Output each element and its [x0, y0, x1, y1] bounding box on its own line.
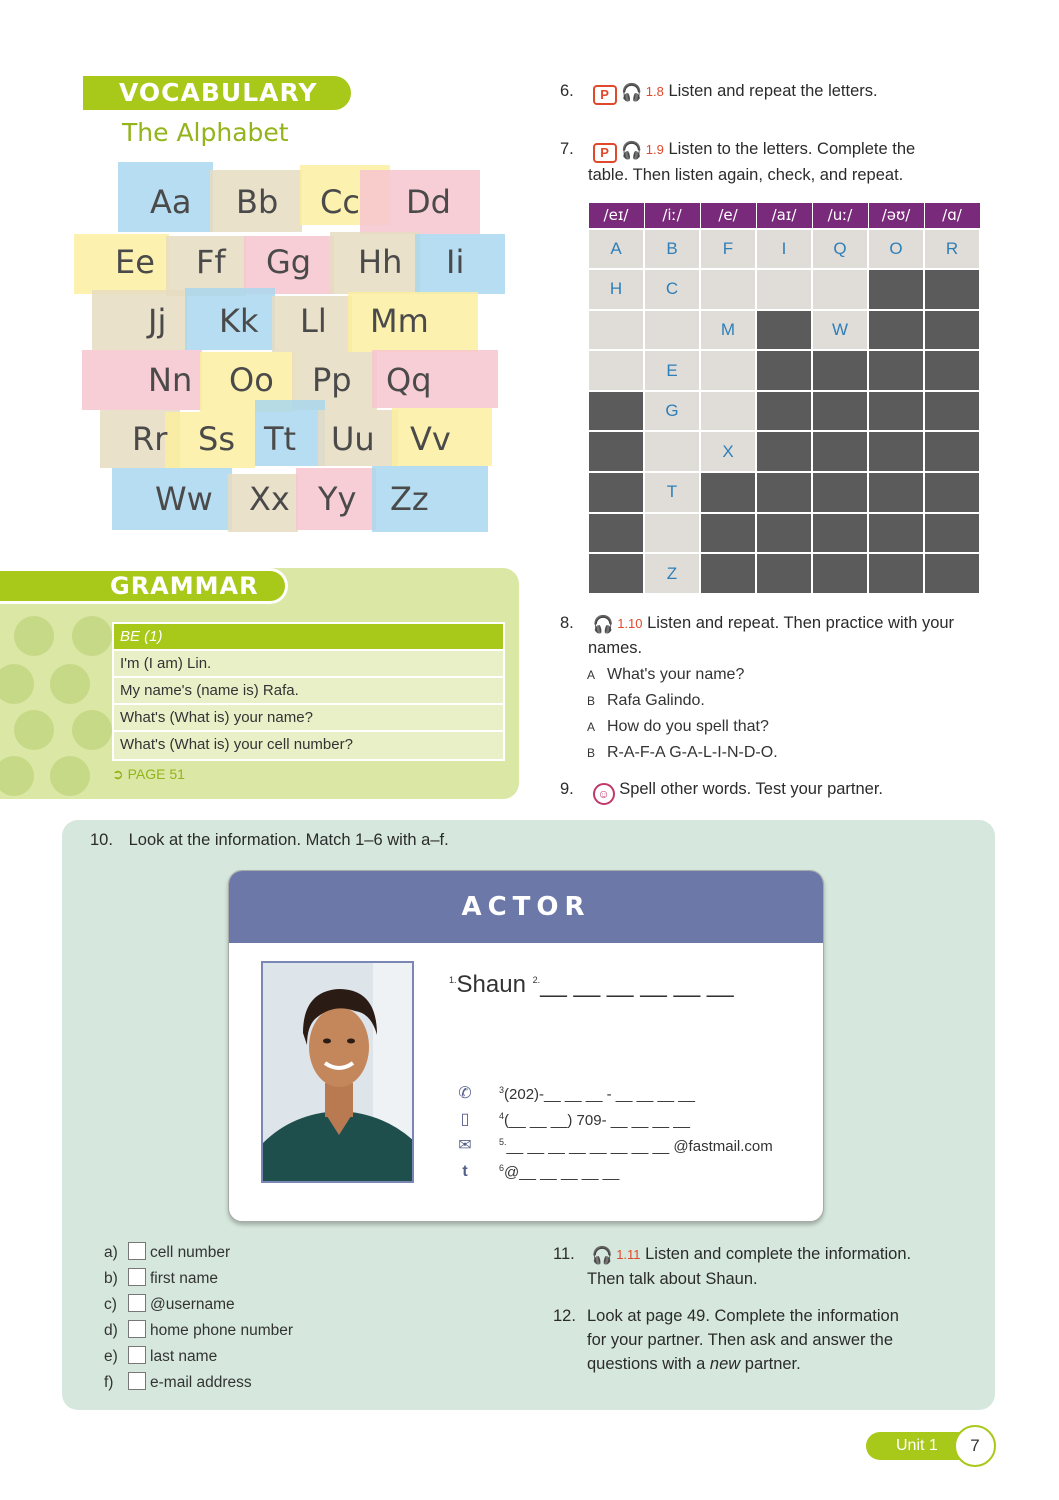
alphabet-letter: Ii — [446, 243, 465, 281]
sound-header: /eɪ/ — [588, 203, 644, 229]
last-name-blank: __ __ __ __ __ __ — [540, 971, 734, 998]
exercise-text: for your partner. Then ask and answer the — [587, 1331, 894, 1349]
grammar-banner: GRAMMAR — [0, 568, 288, 604]
sound-cell[interactable]: X — [700, 431, 756, 472]
phone-icon: ✆ — [458, 1085, 472, 1102]
sound-cell — [868, 269, 924, 310]
table-row — [588, 269, 980, 310]
exercise-11: 11. 🎧 1.11 Listen and complete the information. Then talk about Shaun. — [553, 1245, 912, 1288]
exercise-text: Look at the information. Match 1–6 with a–f. — [128, 831, 449, 849]
answer-checkbox[interactable] — [128, 1320, 146, 1338]
sound-cell — [812, 431, 868, 472]
sound-cell — [868, 513, 924, 554]
sound-cell — [700, 513, 756, 554]
sound-cell[interactable]: A — [588, 229, 644, 270]
sound-cell[interactable] — [812, 269, 868, 310]
sound-cell — [868, 391, 924, 432]
table-row — [588, 350, 980, 391]
option-b: b) first name — [104, 1270, 219, 1287]
headphones-icon[interactable]: 🎧 — [592, 615, 614, 634]
sound-table — [587, 202, 981, 595]
sound-cell — [588, 391, 644, 432]
exercise-text: Then talk about Shaun. — [587, 1270, 758, 1288]
sound-cell — [756, 310, 812, 351]
first-name: Shaun — [456, 971, 526, 998]
sound-cell — [700, 472, 756, 513]
sound-cell — [756, 513, 812, 554]
sound-cell — [868, 350, 924, 391]
sound-cell — [924, 350, 980, 391]
option-f: f) e-mail address — [104, 1374, 252, 1391]
exercise-text: Spell other words. Test your partner. — [619, 780, 884, 798]
arrow-circle-icon: ➲ — [112, 766, 128, 782]
sound-cell[interactable] — [756, 269, 812, 310]
sound-cell[interactable] — [700, 269, 756, 310]
alphabet-letter: Ee — [115, 243, 155, 281]
sound-cell[interactable] — [644, 431, 700, 472]
exercise-text: Listen to the letters. Complete the — [668, 140, 916, 158]
alphabet-letter: Pp — [312, 361, 352, 399]
sound-header: /iː/ — [644, 203, 700, 229]
sound-cell[interactable]: R — [924, 229, 980, 270]
exercise-8: 8. 🎧 1.10 Listen and repeat. Then practice with your names. — [560, 614, 955, 657]
sound-cell — [924, 472, 980, 513]
sound-cell — [812, 513, 868, 554]
exercise-text: Listen and repeat the letters. — [668, 82, 878, 100]
alphabet-letter: Zz — [390, 480, 429, 518]
sound-cell[interactable]: H — [588, 269, 644, 310]
option-e: e) last name — [104, 1348, 218, 1365]
actor-id-card — [228, 870, 824, 1222]
alphabet-letter: Uu — [331, 420, 375, 458]
sound-cell[interactable] — [700, 350, 756, 391]
sound-cell — [868, 431, 924, 472]
dialogue-line: B Rafa Galindo. — [587, 692, 705, 709]
alphabet-letter: Mm — [370, 302, 429, 340]
sound-cell — [868, 310, 924, 351]
alphabet-letter: Aa — [150, 183, 192, 221]
sound-cell[interactable]: G — [644, 391, 700, 432]
exercise-12: 12. Look at page 49. Complete the information for your partner. Then ask and answer the questions with a new partner. — [553, 1307, 899, 1373]
exercise-text: table. Then listen again, check, and repeat. — [588, 166, 904, 184]
sound-cell — [756, 391, 812, 432]
alphabet-letter: Ll — [300, 302, 327, 340]
exercise-10: 10. Look at the information. Match 1–6 with a–f. — [90, 831, 449, 849]
p-speech-icon: P — [593, 85, 617, 105]
alphabet-letter: Bb — [236, 183, 279, 221]
exercise-text: Listen and repeat. Then practice with your — [647, 614, 955, 632]
grammar-row: I'm (I am) Lin. — [114, 651, 503, 678]
unit-label: Unit 1 — [866, 1432, 970, 1460]
sound-cell — [924, 513, 980, 554]
option-a: a) cell number — [104, 1244, 231, 1261]
alphabet-letter: Kk — [219, 302, 259, 340]
sound-cell[interactable] — [588, 310, 644, 351]
track-number: 1.10 — [617, 616, 643, 631]
username-line: $^6$@__ __ __ __ __ — [499, 1163, 620, 1181]
alphabet-letter: Vv — [410, 420, 451, 458]
sound-cell[interactable]: B — [644, 229, 700, 270]
sound-cell[interactable]: F — [700, 229, 756, 270]
sound-cell — [756, 350, 812, 391]
sound-cell[interactable]: C — [644, 269, 700, 310]
sound-cell — [756, 553, 812, 594]
exercise-9: 9. ☺ Spell other words. Test your partner. — [560, 777, 883, 805]
answer-checkbox[interactable] — [128, 1294, 146, 1312]
alphabet-letter: Ff — [196, 243, 226, 281]
sound-cell — [588, 431, 644, 472]
sound-cell — [924, 553, 980, 594]
alphabet-letter: Gg — [266, 243, 312, 281]
headphones-icon[interactable]: 🎧 — [621, 141, 643, 160]
sound-cell — [756, 472, 812, 513]
exercise-7: 7. P 🎧 1.9 Listen to the letters. Complete the table. Then listen again, check, and repeat. — [560, 140, 916, 184]
sound-cell — [924, 269, 980, 310]
cell-phone-line: $^4$(__ __ __) 709- __ __ __ __ — [499, 1111, 690, 1129]
name-line: $^{1.}$Shaun $^{2.}$__ __ __ __ __ __ — [449, 971, 734, 998]
grammar-row: My name's (name is) Rafa. — [114, 678, 503, 705]
sound-cell — [812, 350, 868, 391]
alphabet-letter: Ww — [155, 480, 213, 518]
sound-cell[interactable]: Q — [812, 229, 868, 270]
grammar-page-ref[interactable]: ➲ PAGE 51 — [112, 766, 185, 782]
exercise-text: names. — [588, 639, 643, 657]
sound-header: /uː/ — [812, 203, 868, 229]
grammar-row: What's (What is) your name? — [114, 705, 503, 732]
sound-cell — [868, 553, 924, 594]
grammar-row: What's (What is) your cell number? — [120, 736, 353, 753]
table-row — [588, 513, 980, 554]
alphabet-letter: Rr — [132, 420, 168, 458]
sound-cell[interactable]: O — [868, 229, 924, 270]
sound-cell[interactable]: I — [756, 229, 812, 270]
sound-cell — [588, 472, 644, 513]
dialogue-line: A How do you spell that? — [587, 718, 769, 735]
exercise-text: Listen and complete the information. — [645, 1245, 912, 1263]
track-number: 1.8 — [645, 84, 664, 99]
table-row — [588, 391, 980, 432]
track-number: 1.9 — [645, 142, 664, 157]
headphones-icon[interactable]: 🎧 — [621, 83, 643, 102]
p-speech-icon: P — [593, 143, 617, 163]
sound-cell — [868, 472, 924, 513]
sound-cell[interactable]: E — [644, 350, 700, 391]
sound-cell[interactable]: M — [700, 310, 756, 351]
grammar-table — [112, 622, 505, 761]
track-number: 1.11 — [616, 1247, 641, 1262]
sound-header: /aɪ/ — [756, 203, 812, 229]
sound-cell — [812, 391, 868, 432]
actor-photo — [261, 961, 414, 1183]
sound-cell[interactable] — [700, 391, 756, 432]
grammar-heading: BE (1) — [114, 624, 503, 651]
sound-cell — [924, 310, 980, 351]
sound-cell — [588, 513, 644, 554]
table-row — [588, 229, 980, 270]
alphabet-letter: Yy — [318, 480, 357, 518]
table-row — [588, 553, 980, 594]
speaking-head-icon: ☺ — [593, 783, 615, 805]
sound-cell[interactable]: W — [812, 310, 868, 351]
sound-cell[interactable] — [644, 513, 700, 554]
sound-cell[interactable] — [588, 350, 644, 391]
table-row — [588, 472, 980, 513]
exercise-6: 6. P 🎧 1.8 Listen and repeat the letters. — [560, 79, 878, 105]
alphabet-letter: Qq — [386, 361, 432, 399]
alphabet-letter: Nn — [148, 361, 193, 399]
sound-cell — [812, 472, 868, 513]
alphabet-letter: Oo — [229, 361, 274, 399]
dialogue-line: A What's your name? — [587, 666, 745, 683]
sound-cell — [588, 553, 644, 594]
option-c: c) @username — [104, 1296, 235, 1313]
alphabet-letter: Xx — [249, 480, 290, 518]
option-d: d) home phone number — [104, 1322, 294, 1339]
alphabet-letter: Hh — [358, 243, 403, 281]
sound-cell — [812, 553, 868, 594]
sound-cell — [924, 391, 980, 432]
answer-checkbox[interactable] — [128, 1346, 146, 1364]
vocabulary-subtitle: The Alphabet — [122, 118, 289, 147]
dialogue-line: B R-A-F-A G-A-L-I-N-D-O. — [587, 744, 778, 761]
vocabulary-banner: VOCABULARY — [83, 76, 351, 110]
envelope-icon: ✉ — [458, 1137, 472, 1154]
sound-cell[interactable]: T — [644, 472, 700, 513]
answer-checkbox[interactable] — [128, 1268, 146, 1286]
home-phone-line: $^3$(202)-__ __ __ - __ __ __ __ — [499, 1085, 695, 1103]
mobile-icon: ▯ — [460, 1111, 470, 1128]
alphabet-letter: Tt — [264, 420, 297, 458]
alphabet-letter: Ss — [198, 420, 235, 458]
page-number: 7 — [954, 1425, 996, 1467]
email-line: $^{5.}$__ __ __ __ __ __ __ __ @fastmail.com — [499, 1137, 773, 1155]
alphabet-letter: Jj — [148, 302, 167, 340]
table-row — [588, 431, 980, 472]
answer-checkbox[interactable] — [128, 1372, 146, 1390]
sound-cell — [924, 431, 980, 472]
sound-header: /əʊ/ — [868, 203, 924, 229]
answer-checkbox[interactable] — [128, 1242, 146, 1260]
alphabet-letter: Cc — [320, 183, 360, 221]
exercise-text: Look at page 49. Complete the information — [587, 1307, 899, 1325]
twitter-icon: t — [462, 1163, 468, 1180]
sound-cell — [756, 431, 812, 472]
sound-header: /ɑ/ — [924, 203, 980, 229]
table-row — [588, 310, 980, 351]
sound-cell — [700, 553, 756, 594]
card-header: ACTOR — [229, 871, 823, 943]
sound-header: /e/ — [700, 203, 756, 229]
headphones-icon[interactable]: 🎧 — [591, 1246, 613, 1265]
alphabet-letter: Dd — [406, 183, 451, 221]
sound-cell[interactable] — [644, 310, 700, 351]
sound-cell[interactable]: Z — [644, 553, 700, 594]
